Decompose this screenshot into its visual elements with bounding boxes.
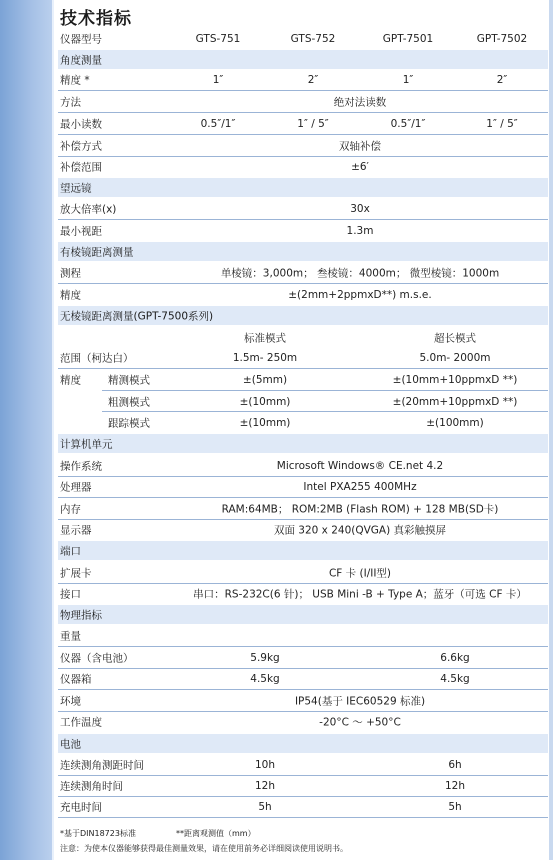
compensation-range-row: 补偿范围 ±6′ <box>60 160 369 173</box>
cpu-row: 处理器 Intel PXA255 400MHz <box>60 480 417 493</box>
temperature-row: 工作温度 -20°C ～ +50°C <box>60 716 401 728</box>
display-row: 显示器 双面 320 x 240(QVGA) 真彩触摸屏 <box>60 524 447 536</box>
section-header-ports: 端口 <box>58 541 548 560</box>
prism-accuracy-row: 精度 ±(2mm+2ppmxD**) m.s.e. <box>60 288 432 301</box>
battery-angle-row: 连续测角时间 12h 12h <box>60 779 466 792</box>
case-weight-row: 仪器箱 4.5kg 4.5kg <box>60 672 470 685</box>
min-focus-row: 最小视距 1.3m <box>60 224 374 237</box>
model-gpt-7501: GPT-7501 <box>382 32 434 45</box>
compensation-row: 补偿方式 双轴补偿 <box>60 140 381 152</box>
section-header-physical: 物理指标 <box>58 605 548 624</box>
instrument-weight-row: 仪器（含电池） 5.9kg 6.6kg <box>60 651 470 664</box>
interface-row: 接口 串口：RS-232C(6 针)； USB Mini -B + Type A；蓝牙（可选 CF 卡） <box>60 588 527 600</box>
footnote-notice: 注意：为使本仪器能够获得最佳测量效果，请在使用前务必详细阅读使用说明书。 <box>60 844 348 853</box>
prism-range-row: 测程 单棱镜：3,000m； 叁棱镜：4000m； 微型棱镜：1000m <box>60 267 500 279</box>
section-header-battery: 电池 <box>58 734 548 753</box>
expansion-card-row: 扩展卡 CF 卡 (I/II型) <box>60 567 392 579</box>
prismless-tracking-row: 跟踪模式 ±(10mm) ±(100mm) <box>108 416 484 429</box>
angle-accuracy-row: 精度 * 1″ 2″ 1″ 2″ <box>60 73 508 86</box>
section-header-computer: 计算机单元 <box>58 434 548 453</box>
section-header-angle: 角度测量 <box>58 50 548 69</box>
section-header-prismless: 无棱镜距离测量(GPT-7500系列) <box>58 306 548 325</box>
left-sidebar-decoration <box>0 0 54 860</box>
section-header-telescope: 望远镜 <box>58 178 548 197</box>
charge-time-row: 充电时间 5h 5h <box>60 800 462 813</box>
divider <box>58 817 548 818</box>
model-gts-751: GTS-751 <box>195 32 241 45</box>
model-gts-752: GTS-752 <box>290 32 336 45</box>
section-header-prism: 有棱镜距离测量 <box>58 242 548 261</box>
angle-min-reading-row: 最小读数 0.5″/1″ 1″ / 5″ 0.5″/1″ 1″ / 5″ <box>60 117 518 130</box>
footnote-din: *基于DIN18723标准 <box>60 829 136 838</box>
model-gpt-7502: GPT-7502 <box>476 32 528 45</box>
prismless-fine-row: 精度 精测模式 ±(5mm) ±(10mm+10ppmxD **) <box>60 373 518 386</box>
page-title: 技术指标 <box>60 9 132 29</box>
model-label: 仪器型号 <box>60 33 102 45</box>
weight-row: 重量 <box>60 630 81 642</box>
environment-row: 环境 IP54(基于 IEC60529 标准) <box>60 695 426 707</box>
os-row: 操作系统 Microsoft Windows® CE.net 4.2 <box>60 459 444 472</box>
prismless-coarse-row: 粗测模式 ±(10mm) ±(20mm+10ppmxD **) <box>108 395 518 408</box>
prismless-range-row: 范围（柯达白） 1.5m- 250m 5.0m- 2000m <box>60 351 491 364</box>
model-row <box>58 28 548 49</box>
right-edge-decoration <box>549 0 553 860</box>
magnification-row: 放大倍率(x) 30x <box>60 202 370 215</box>
angle-method-row: 方法 绝对法读数 <box>60 96 387 108</box>
mode-header-row: 标准模式 超长模式 <box>244 332 476 344</box>
battery-angle-dist-row: 连续测角测距时间 10h 6h <box>60 758 462 771</box>
memory-row: 内存 RAM:64MB； ROM:2MB (Flash ROM) + 128 MB(SD卡) <box>60 503 499 515</box>
footnote-distance: **距离观测值（mm） <box>176 829 256 838</box>
